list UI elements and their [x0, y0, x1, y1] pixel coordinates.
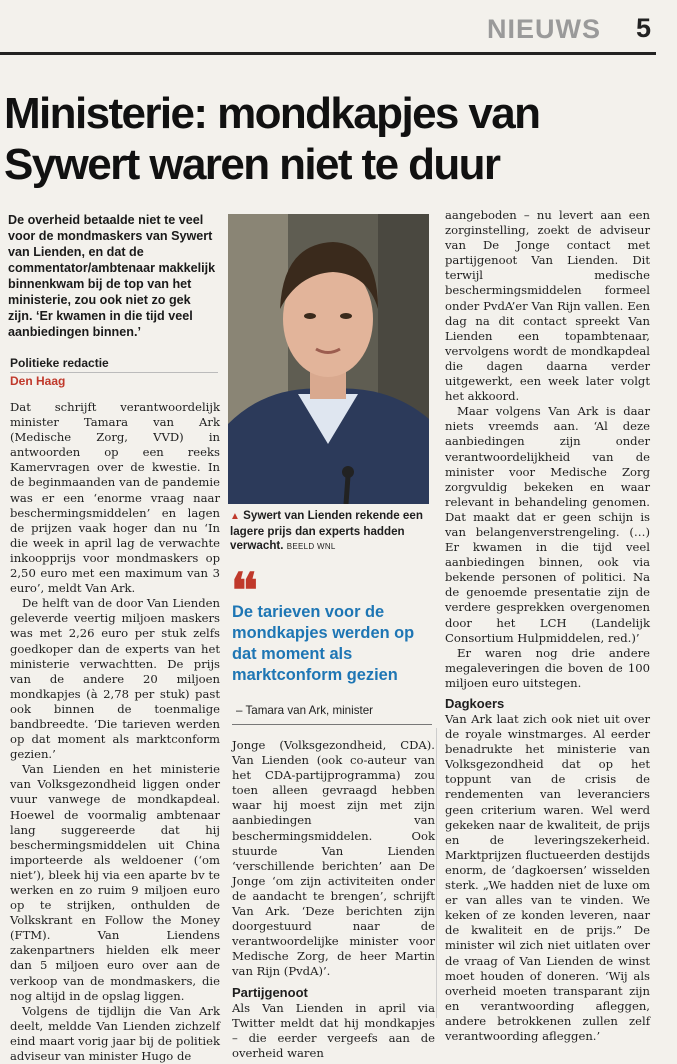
body-paragraph: Dat schrijft verantwoordelijk minister Tamara van Ark (Medische Zorg, VVD) in antwoorden op een reeks Kamervragen over de kwestie. In de beginmaanden van de pandemie was er een ‘enorme vraag naar beschermingsmiddelen’ en lagen de prijzen vaak hoger dan nu ‘In die week in april lag de verwachte inkoopprijs voor mondmaskers op 2,50 euro met een maximum van 3 euro’, meldt Van Ark. — [10, 400, 220, 596]
portrait-photo — [228, 214, 429, 504]
body-paragraph: De helft van de door Van Lienden geleverde veertig miljoen maskers was met 2,26 euro per stuk zelfs goedkoper dan de experts van het ministerie verwachtten. De prijs van de andere 20 miljoen mondkapjes (à 2,78 per stuk) past ook binnen de toenmalige bandbreedte. ‘Die tarieven werden op dat moment als marktconform gezien.’ — [10, 596, 220, 762]
photo-caption — [230, 509, 435, 555]
subheading-partijgenoot: Partijgenoot — [232, 984, 308, 1000]
body-paragraph: Van Lienden en het ministerie van Volksgezondheid liggen onder vuur vanwege de mondkapdeal. Hoewel de voormalig ambtenaar lang suggereerde dat hij beschermingsmiddelen uit China importeerde als weldoener (‘om niet’), bleek hij via een aparte bv te werken en zo ruim 9 miljoen euro op te strijken, onthulden de Volkskrant en Follow the Money (FTM). Van Liendens zakenpartners hielden elk meer dan 5 miljoen euro over aan de verkoop van de mondmaskers, die nog altijd in de opslag liggen. — [10, 762, 220, 1003]
caption-text: Sywert van Lienden rekende een lagere prijs dan experts hadden verwacht. — [230, 509, 423, 552]
pull-quote-attribution: – Tamara van Ark, minister — [236, 704, 374, 717]
header-rule — [0, 52, 656, 55]
photo-credit: BEELD WNL — [286, 542, 336, 551]
column-3 — [445, 208, 650, 1044]
byline: Politieke redactie — [10, 356, 109, 370]
caption-triangle-icon: ▲ — [230, 511, 240, 522]
headline — [4, 88, 664, 190]
pull-quote: De tarieven voor de mondkapjes werden op dat moment als marktconform gezien — [232, 603, 415, 684]
byline-block — [10, 355, 218, 389]
body-paragraph: aangeboden – nu levert aan een zorginstelling, zoekt de adviseur van De Jonge contact met partijgenoot Van Lienden. Dit terwijl medische beschermingsmiddelen formeel onder PvdA’er Van Rijn vallen. Een dag na dit contact spreekt Van Lienden een topambtenaar, vervolgens wordt de mondkapdeal die dagen daarna verder uitgewerkt, een week later volgt het akkoord. — [445, 208, 650, 404]
body-paragraph: Volgens de tijdlijn die Van Ark deelt, meldde Van Lienden zichzelf eind maart vorig jaar bij de politiek adviseur van minister Hugo de — [10, 1003, 220, 1064]
portrait-illustration — [228, 214, 429, 504]
page-number: 5 — [636, 13, 652, 43]
column-1 — [10, 400, 220, 1064]
body-paragraph: Als Van Lienden in april via Twitter meldt dat hij mondkapjes – die eerder vergeefs aan de overheid waren — [232, 1000, 435, 1060]
pull-quote-rule — [232, 724, 432, 725]
body-paragraph: Jonge (Volksgezondheid, CDA). Van Lienden (ook co-auteur van het CDA-partijprogramma) zou toen alleen gevraagd hebben waar hij moest zijn met zijn aanbiedingen van beschermingsmiddelen. Ook stuurde Van Lienden ‘verschillende berichten’ aan De Jonge ‘om zijn activiteiten onder de aandacht te brengen’, schrijft Van Ark. ‘Deze berichten zijn doorgestuurd naar de verantwoordelijke minister voor Medische Zorg, de heer Martin van Rijn (PvdA)’. — [232, 738, 435, 979]
headline-line-1: Ministerie: mondkapjes van — [4, 89, 540, 138]
column-divider — [436, 728, 437, 1018]
body-paragraph: Maar volgens Van Ark is daar niets vreemds aan. ‘Al deze aanbiedingen zijn onder verantwoordelijkheid van de minister voor Medische Zorg zorgvuldig bekeken en waar relevant in behandeling genomen. Dat maakt dat er geen schijn is van belangenverstrengeling. (…) Er kwamen in die tijd veel aanbiedingen binnen, ook via bekende personen of politici. Na de genoemde presentatie zijn de verdere gesprekken overgenomen door het LCH (Landelijk Consortium Hulpmiddelen, red.)’ — [445, 404, 650, 645]
quote-mark-icon: ❛❛ — [231, 565, 254, 618]
column-2 — [232, 738, 435, 1061]
section-label: NIEUWS — [487, 14, 601, 44]
headline-line-2: Sywert waren niet te duur — [4, 140, 500, 189]
dateline: Den Haag — [10, 372, 218, 389]
body-paragraph: Van Ark laat zich ook niet uit over de royale winstmarges. Al eerder benadrukte het ministerie van Volksgezondheid dat op het toppunt van de crisis de rendementen van leveranciers geen criterium waren. Wel werd gekeken naar de kwaliteit, de prijs en de leveringszekerheid. Marktprijzen fluctueerden destijds enorm, de ‘dagkoersen’ wisselden sterk. „We hadden niet de luxe om er van alles van te vinden. We keken of ze konden leveren, naar de kwaliteit en de prijs.” De minister wil zich niet uitlaten over de vraag of Van Lienden de winst moet houden of doneren. ‘Wij als overheid moeten transparant zijn en verantwoording afleggen, andere betrokkenen zullen zelf verantwoording afleggen.’ — [445, 712, 650, 1043]
lead-paragraph: De overheid betaalde niet te veel voor de mondmaskers van Sywert van Lienden, en dat de commentator/ambtenaar makkelijk binnenkwam bij de top van het ministerie, zou ook niet zo gek zijn. ‘Er kwamen in die tijd veel aanbiedingen binnen.’ — [8, 213, 216, 339]
body-paragraph: Er waren nog drie andere megaleveringen die boven de 100 miljoen euro uitstegen. — [445, 645, 650, 690]
subheading-dagkoers: Dagkoers — [445, 696, 505, 711]
